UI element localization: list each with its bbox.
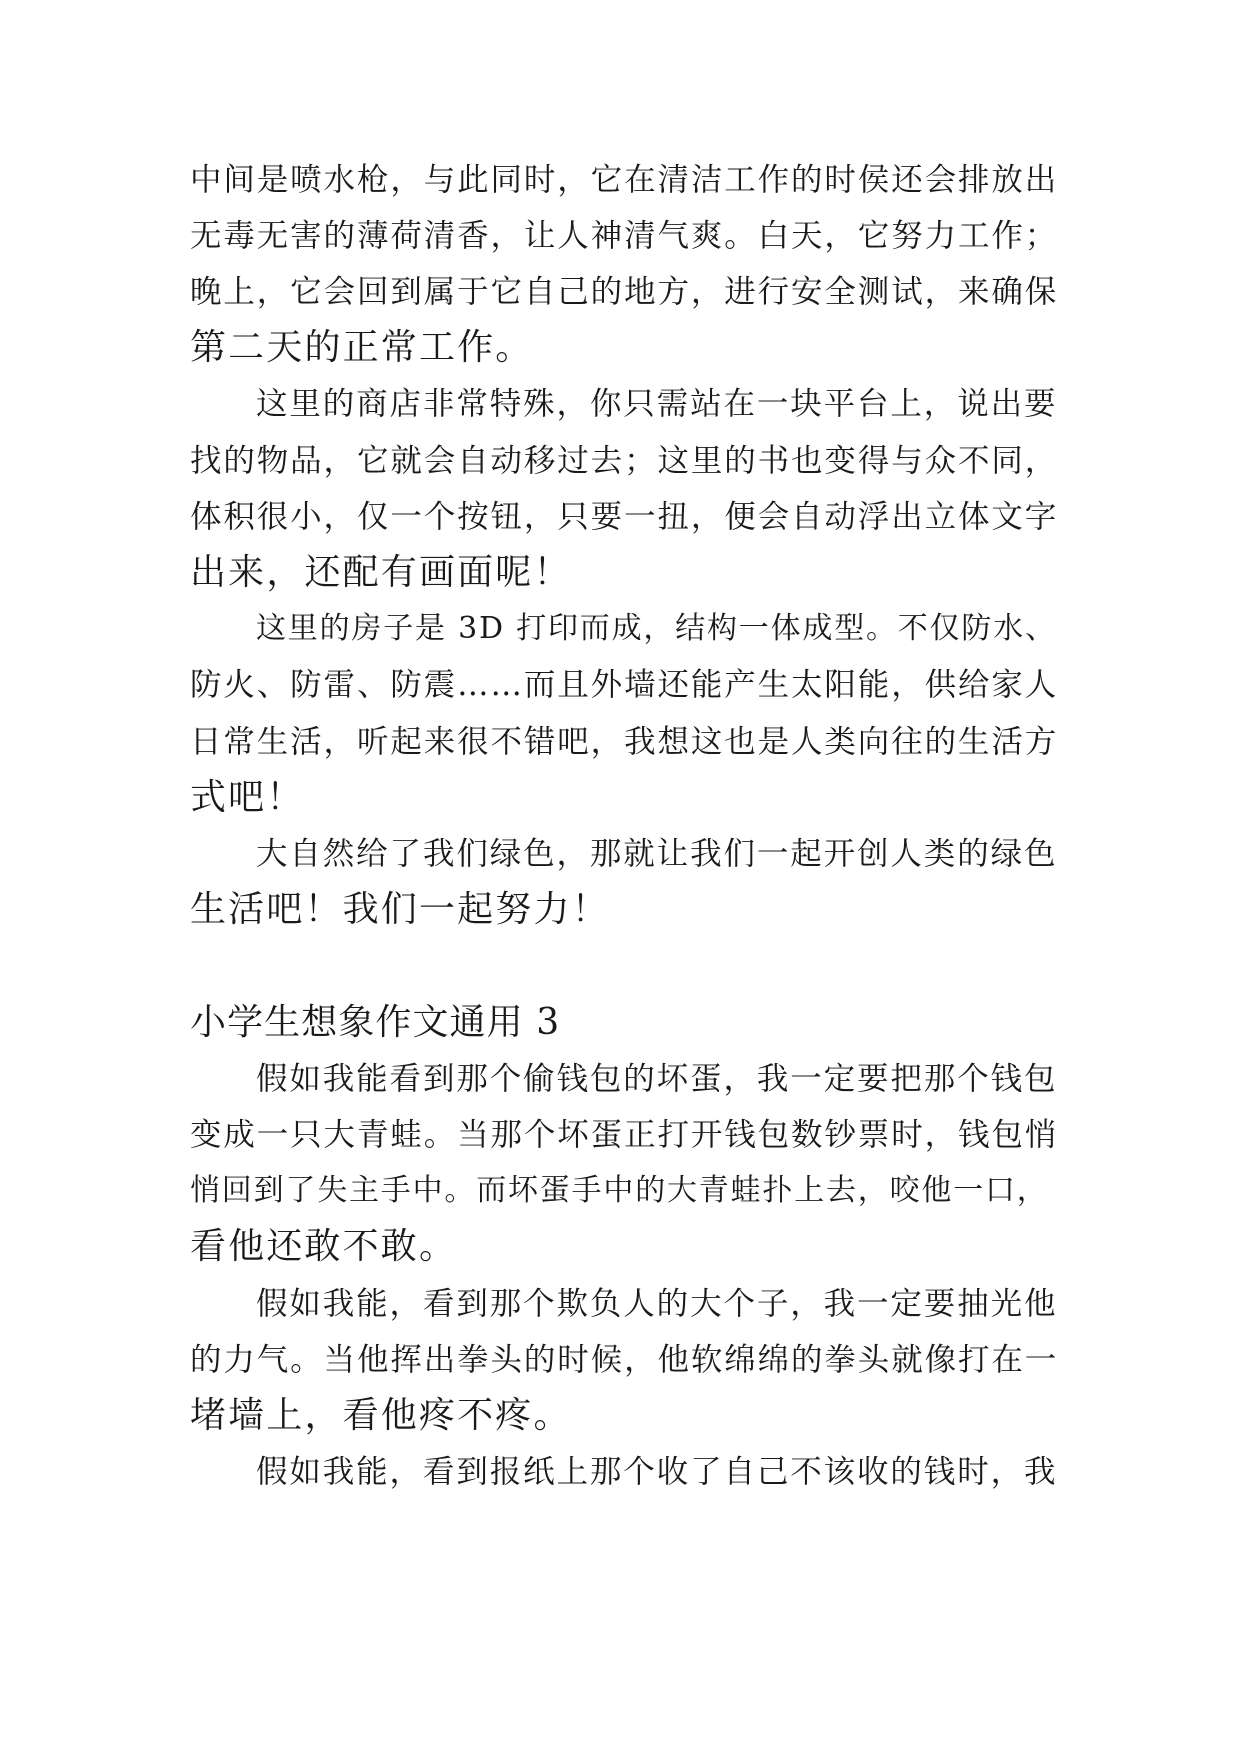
paragraph-line: 生活吧！我们一起努力！ — [190, 889, 610, 930]
paragraph-line: 日常生活，听起来很不错吧，我想这也是人类向往的生活方 — [190, 724, 1059, 760]
section-heading: 小学生想象作文通用 3 — [190, 1002, 561, 1043]
paragraph-line: 找的物品，它就会自动移过去；这里的书也变得与众不同， — [190, 443, 1059, 479]
paragraph-line: 式吧！ — [190, 777, 305, 818]
paragraph-line: 变成一只大青蛙。当那个坏蛋正打开钱包数钞票时，钱包悄 — [190, 1117, 1059, 1153]
paragraph-line: 大自然给了我们绿色，那就让我们一起开创人类的绿色 — [256, 836, 1058, 872]
paragraph-line: 第二天的正常工作。 — [190, 327, 534, 368]
paragraph-line: 堵墙上，看他疼不疼。 — [190, 1395, 572, 1436]
paragraph-line: 假如我能看到那个偷钱包的坏蛋，我一定要把那个钱包 — [256, 1061, 1058, 1097]
paragraph-line: 体积很小，仅一个按钮，只要一扭，便会自动浮出立体文字 — [190, 499, 1059, 535]
paragraph-line: 晚上，它会回到属于它自己的地方，进行安全测试，来确保 — [190, 274, 1059, 310]
paragraph-line: 这里的房子是 3D 打印而成，结构一体成型。不仅防水、 — [256, 611, 1057, 646]
paragraph-line: 假如我能，看到报纸上那个收了自己不该收的钱时，我 — [256, 1454, 1058, 1490]
paragraph-line: 防火、防雷、防震……而且外墙还能产生太阳能，供给家人 — [190, 667, 1059, 703]
paragraph-line: 这里的商店非常特殊，你只需站在一块平台上，说出要 — [256, 386, 1058, 422]
paragraph-line: 看他还敢不敢。 — [190, 1226, 458, 1267]
paragraph-line: 出来，还配有画面呢！ — [190, 552, 572, 593]
paragraph-line: 无毒无害的薄荷清香，让人神清气爽。白天，它努力工作； — [190, 218, 1059, 254]
paragraph-line: 悄回到了失主手中。而坏蛋手中的大青蛙扑上去，咬他一口， — [190, 1173, 1049, 1208]
paragraph-line: 中间是喷水枪，与此同时，它在清洁工作的时侯还会排放出 — [190, 162, 1059, 198]
paragraph-line: 假如我能，看到那个欺负人的大个子，我一定要抽光他 — [256, 1286, 1058, 1322]
paragraph-line: 的力气。当他挥出拳头的时候，他软绵绵的拳头就像打在一 — [190, 1342, 1059, 1378]
